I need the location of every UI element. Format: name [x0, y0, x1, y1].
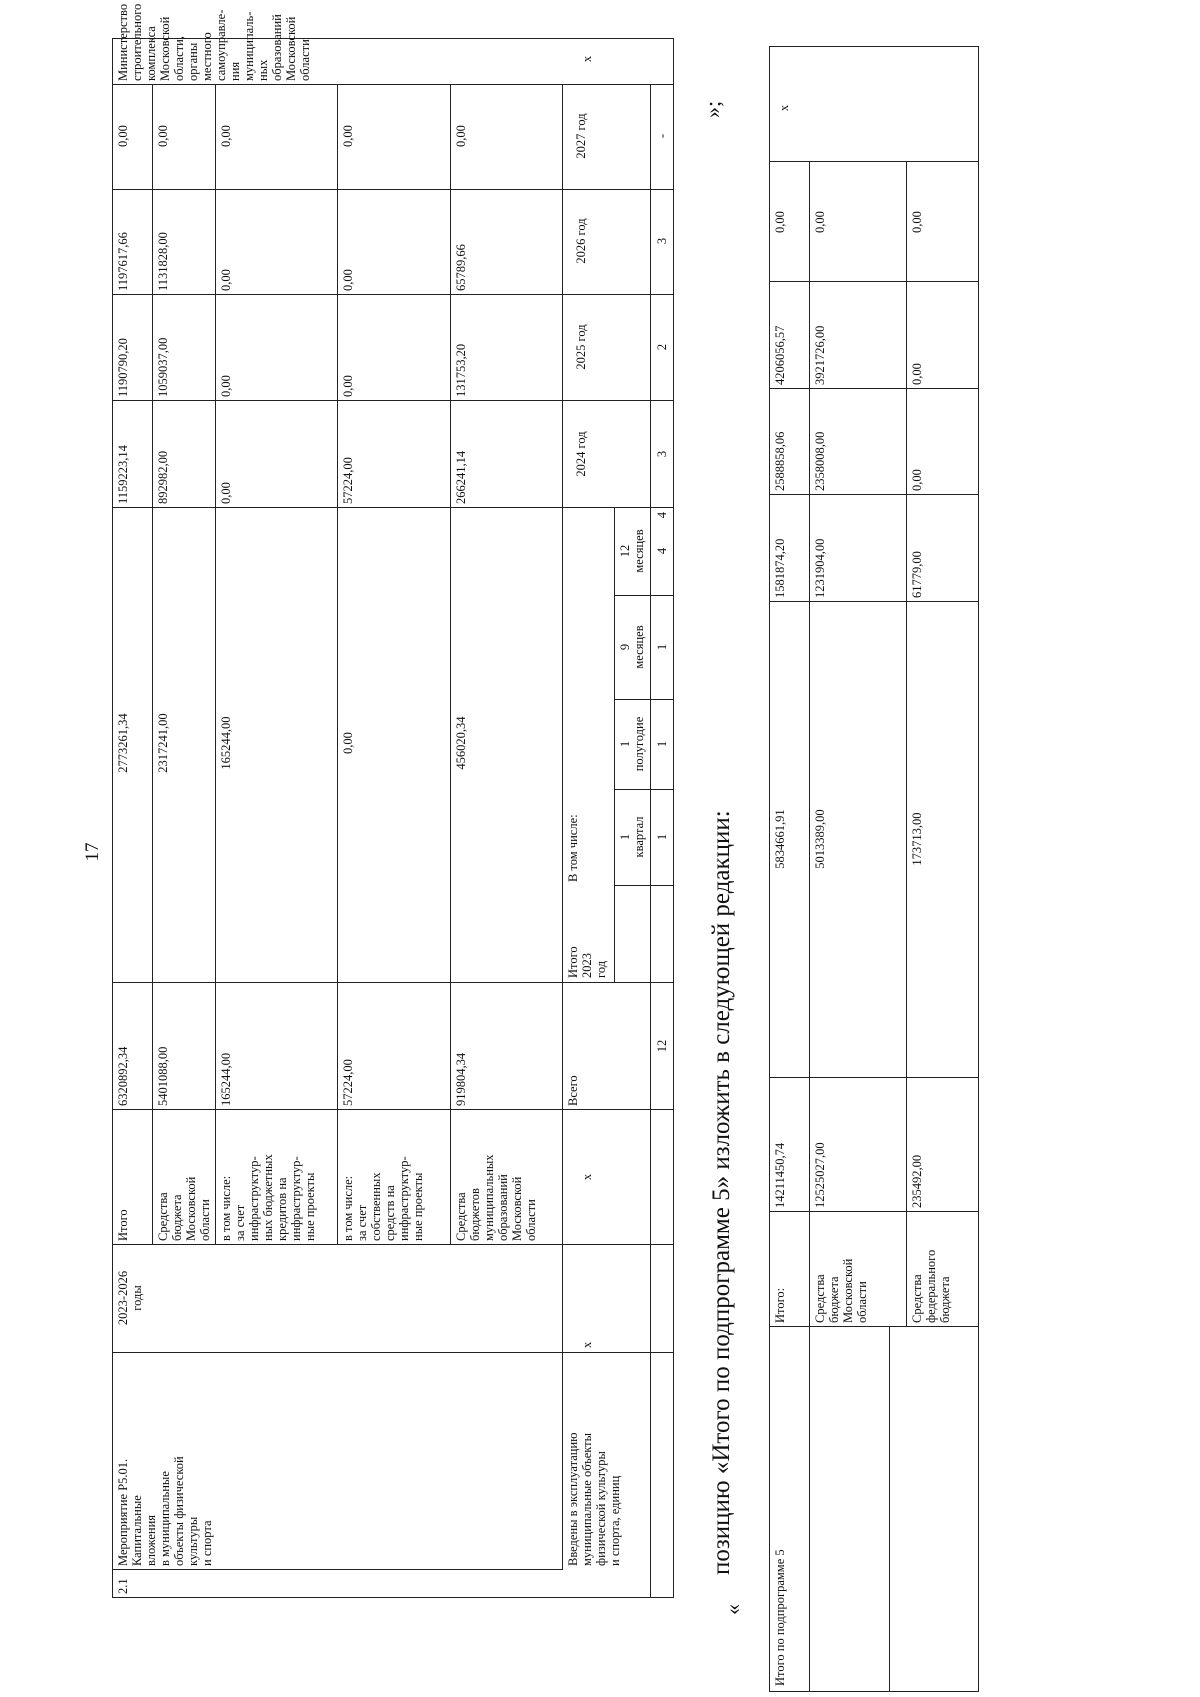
cell-y2026: 3921726,00: [813, 325, 827, 385]
table-row-line: [809, 1327, 810, 1692]
cell-total: 919804,34: [454, 1052, 468, 1106]
table-column-line: [769, 1077, 979, 1078]
value-2025: 2: [655, 343, 669, 351]
cell-y2025: 131753,20: [454, 343, 468, 397]
cell-y2023: 173713,00: [910, 812, 924, 866]
cell-y2023: 5834661,91: [773, 809, 787, 869]
cell-total: 57224,00: [341, 1059, 355, 1106]
value-q1: 1: [655, 833, 669, 841]
cell-y2023: 165244,00: [219, 716, 233, 770]
header-12-months: 12 месяцев: [618, 529, 646, 573]
result-source: x: [580, 1173, 594, 1181]
value-total: 12: [655, 1039, 669, 1053]
table-column-line: [562, 982, 674, 983]
executor-name: Министерство строительного комплекса Московской области, органы местного самоуправле- ния муниципаль- ных образований Московской области: [116, 3, 312, 81]
table-row-line: [614, 508, 615, 983]
table-column-line: [562, 400, 674, 401]
cell-y2024: 57224,00: [341, 457, 355, 504]
value-2026: 3: [655, 237, 669, 245]
subprogram-total-label: Итого по подпрограмме 5: [773, 1549, 787, 1686]
table-column-line: [614, 885, 674, 886]
value-h1: 1: [655, 740, 669, 748]
cell-total: 6320892,34: [116, 1046, 130, 1106]
opening-quote-text: «: [720, 1604, 745, 1615]
cell-y2025: 0,00: [219, 375, 233, 397]
instruction-text: позицию «Итого по подпрограмме 5» изложить в следующей редакции:: [708, 810, 735, 1575]
table-row-line: [215, 85, 216, 1245]
table-row-line: [650, 85, 651, 1598]
cell-y2025: 2358008,00: [813, 431, 827, 491]
cell-y2027: 0,00: [454, 125, 468, 147]
value-9-months: 1: [655, 643, 669, 651]
header-9-months: 9 месяцев: [618, 625, 646, 669]
page-number: 17: [82, 842, 103, 862]
header-h1: 1 полугодие: [618, 716, 646, 772]
value-2024: 3: [655, 450, 669, 458]
result-executor: x: [580, 55, 594, 63]
cell-total: 235492,00: [910, 1154, 924, 1208]
header-2024: 2024 год: [574, 431, 588, 477]
table-column-line: [614, 699, 674, 700]
value-12-months: 4: [655, 547, 669, 555]
cell-y2024: 1581874,20: [773, 538, 787, 598]
table-row-line: [450, 85, 451, 1245]
cell-source: в том числе: за счет собственных средств на инфраструктур- ные проекты: [341, 1156, 425, 1241]
table-column-line: [562, 1244, 674, 1245]
cell-y2023: 5013389,00: [813, 809, 827, 869]
cell-y2026: 1197617,66: [116, 232, 130, 291]
table-column-line: [112, 1352, 562, 1353]
measure-period: 2023-2026 годы: [116, 1270, 144, 1326]
cell-source: Итого:: [773, 1287, 787, 1323]
cell-y2024: 1231904,00: [813, 538, 827, 598]
cell-y2026: 4206056,57: [773, 325, 787, 385]
table-column-line: [562, 1109, 674, 1110]
cell-y2025: 2588858,06: [773, 431, 787, 491]
measure-name: Мероприятие Р5.01. Капитальные вложения в муниципальные объекты физической культуры и спорта: [116, 1456, 214, 1566]
result-period: x: [580, 1341, 594, 1348]
cell-y2027: 0,00: [219, 125, 233, 147]
cell-total: 12525027,00: [813, 1142, 827, 1208]
table-column-line: [769, 281, 979, 282]
table-column-line: [614, 595, 674, 596]
cell-y2027: 0,00: [910, 211, 924, 233]
cell-source: Средства федерального бюджета: [910, 1249, 952, 1323]
cell-total: 165244,00: [219, 1052, 233, 1106]
cell-y2027: 0,00: [116, 125, 130, 147]
table-row-line: [152, 85, 153, 1245]
cell-source: Средства бюджетов муниципальных образований Московской области: [454, 1154, 538, 1241]
table-row-line: [562, 85, 563, 1570]
cell-y2025: 1190790,20: [116, 338, 130, 397]
table-outer-border: [769, 46, 979, 1692]
cell-source: Итого: [116, 1209, 130, 1241]
cell-total: 5401088,00: [156, 1046, 170, 1106]
header-q1: 1 квартал: [618, 816, 646, 858]
value-2027: -: [655, 133, 669, 139]
cell-y2024: 892982,00: [156, 450, 170, 504]
table-column-line: [112, 84, 674, 85]
executor-x: x: [777, 104, 791, 112]
header-2025: 2025 год: [574, 324, 588, 370]
cell-y2023: 0,00: [341, 732, 355, 754]
table-column-line: [650, 189, 674, 190]
cell-source: Средства бюджета Московской области: [813, 1258, 869, 1323]
cell-y2024: 0,00: [219, 482, 233, 504]
cell-y2025: 1059037,00: [156, 337, 170, 397]
cell-total: 14211450,74: [773, 1142, 787, 1208]
value-2023: 4: [655, 512, 669, 519]
table-row-line: [889, 1327, 890, 1692]
table-row-line: [906, 162, 907, 1327]
table-column-line: [650, 507, 674, 508]
cell-y2025: 0,00: [910, 469, 924, 491]
table-column-line: [562, 1352, 674, 1353]
cell-y2025: 0,00: [341, 375, 355, 397]
cell-y2026: 65789,66: [454, 244, 468, 291]
row-number: 2.1: [116, 1578, 130, 1594]
header-2023: Итого 2023 год: [566, 946, 608, 978]
cell-y2023: 456020,34: [454, 716, 468, 770]
cell-y2026: 0,00: [219, 269, 233, 291]
table-column-line: [614, 789, 674, 790]
table-column-line: [769, 1211, 979, 1212]
table-column-line: [769, 388, 979, 389]
table-column-line: [112, 1569, 562, 1570]
cell-y2024: 1159223,14: [116, 445, 130, 504]
cell-y2026: 0,00: [910, 363, 924, 385]
cell-source: в том числе: за счет инфраструктур- ных бюджетных кредитов на инфраструктур- ные проекты: [219, 1154, 317, 1241]
cell-y2024: 266241,14: [454, 450, 468, 504]
table-column-line: [769, 161, 979, 162]
result-indicator-name: Введены в эксплуатацию муниципальные объекты физической культуры и спорта, единиц: [566, 1432, 622, 1566]
cell-y2027: 0,00: [773, 211, 787, 233]
header-in-total: В том числе:: [566, 814, 580, 882]
header-2026: 2026 год: [574, 218, 588, 264]
header-2027: 2027 год: [574, 113, 588, 159]
cell-y2023: 2773261,34: [116, 713, 130, 773]
table-column-line: [562, 294, 674, 295]
cell-y2026: 0,00: [341, 269, 355, 291]
table-column-line: [769, 601, 979, 602]
table-row-line: [809, 162, 810, 1327]
table-column-line: [769, 494, 979, 495]
cell-y2023: 2317241,00: [156, 713, 170, 773]
cell-y2027: 0,00: [813, 211, 827, 233]
cell-y2024: 61779,00: [910, 551, 924, 598]
header-total: Всего: [566, 1075, 580, 1106]
cell-y2026: 1131828,00: [156, 232, 170, 291]
cell-source: Средства бюджета Московской области: [156, 1176, 212, 1241]
cell-y2027: 0,00: [341, 125, 355, 147]
table-column-line: [769, 1326, 979, 1327]
cell-y2027: 0,00: [156, 125, 170, 147]
table-row-line: [337, 85, 338, 1245]
closing-quote-text: »;: [700, 100, 725, 118]
